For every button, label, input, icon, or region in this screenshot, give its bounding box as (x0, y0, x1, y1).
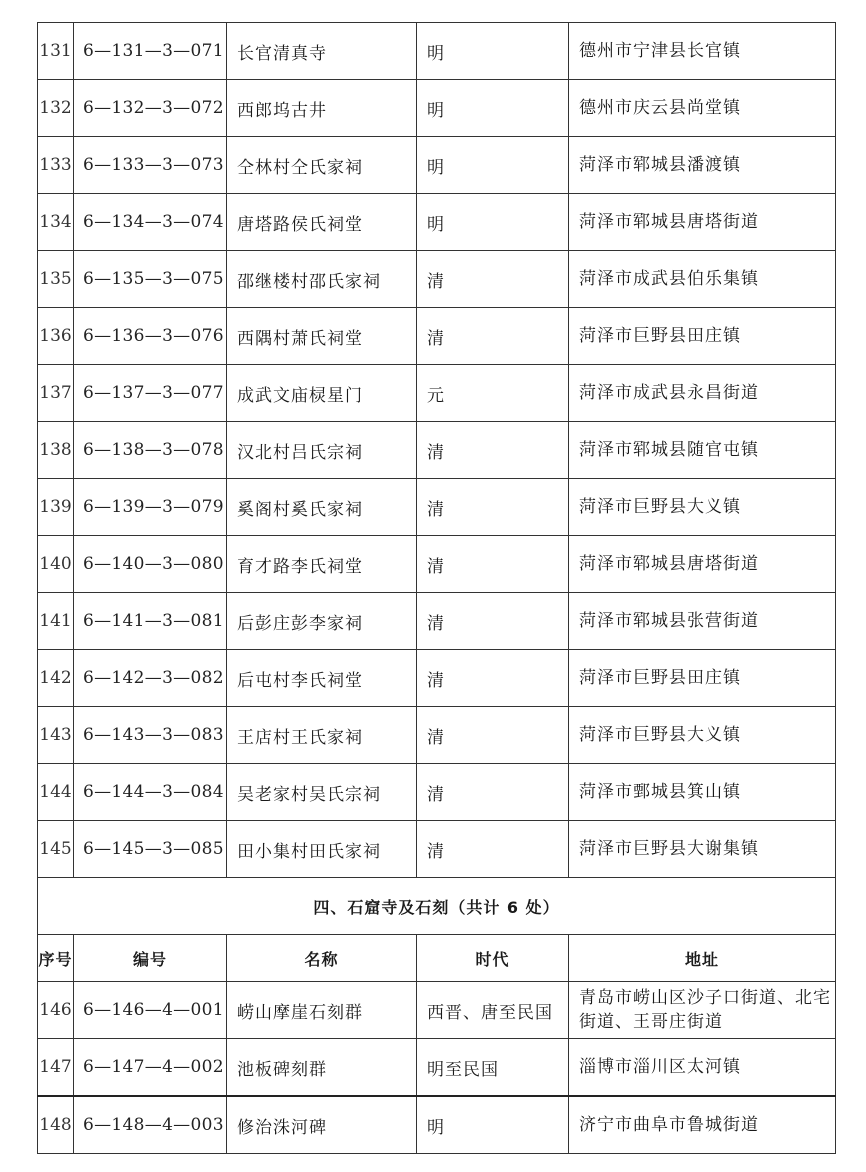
table-row (38, 23, 836, 80)
cell-no: 140 (38, 536, 74, 593)
cell-era: 清 (417, 764, 569, 821)
cell-code: 6—131—3—071 (74, 23, 227, 80)
cell-code: 6—144—3—084 (74, 764, 227, 821)
table-body-section-four-rows (38, 982, 836, 1154)
cell-era: 清 (417, 422, 569, 479)
cell-code: 6—139—3—079 (74, 479, 227, 536)
cell-name: 后彭庄彭李家祠 (227, 593, 417, 650)
cell-code: 6—146—4—001 (74, 982, 227, 1039)
cell-no: 144 (38, 764, 74, 821)
table-row (38, 536, 836, 593)
cell-address: 德州市庆云县尚堂镇 (569, 80, 836, 137)
cell-no: 142 (38, 650, 74, 707)
cell-era: 清 (417, 821, 569, 878)
cell-era: 明 (417, 194, 569, 251)
table-row (38, 194, 836, 251)
cell-code: 6—133—3—073 (74, 137, 227, 194)
table-row (38, 479, 836, 536)
table-row (38, 593, 836, 650)
cell-name: 王店村王氏家祠 (227, 707, 417, 764)
cell-code: 6—145—3—085 (74, 821, 227, 878)
table-row (38, 1096, 836, 1154)
table-row (38, 422, 836, 479)
cell-era: 明 (417, 23, 569, 80)
cell-code: 6—141—3—081 (74, 593, 227, 650)
cell-code: 6—137—3—077 (74, 365, 227, 422)
cell-code: 6—138—3—078 (74, 422, 227, 479)
cell-name: 唐塔路侯氏祠堂 (227, 194, 417, 251)
cell-era: 清 (417, 251, 569, 308)
cell-name: 吴老家村吴氏宗祠 (227, 764, 417, 821)
cell-name: 修治洙河碑 (227, 1096, 417, 1154)
cell-name: 邵继楼村邵氏家祠 (227, 251, 417, 308)
cell-address: 菏泽市巨野县大谢集镇 (569, 821, 836, 878)
cell-era: 清 (417, 650, 569, 707)
cell-era: 清 (417, 593, 569, 650)
heritage-sites-table (37, 22, 836, 1154)
cell-era: 明 (417, 137, 569, 194)
cell-name: 崂山摩崖石刻群 (227, 982, 417, 1039)
cell-era: 元 (417, 365, 569, 422)
cell-no: 136 (38, 308, 74, 365)
cell-no: 141 (38, 593, 74, 650)
cell-name: 西郎坞古井 (227, 80, 417, 137)
cell-name: 田小集村田氏家祠 (227, 821, 417, 878)
header-address: 地址 (569, 935, 836, 982)
cell-address: 菏泽市郓城县潘渡镇 (569, 137, 836, 194)
table-row (38, 308, 836, 365)
cell-code: 6—148—4—003 (74, 1096, 227, 1154)
cell-era: 清 (417, 308, 569, 365)
table-row (38, 982, 836, 1039)
cell-no: 131 (38, 23, 74, 80)
cell-no: 147 (38, 1039, 74, 1097)
cell-name: 西隅村萧氏祠堂 (227, 308, 417, 365)
cell-code: 6—136—3—076 (74, 308, 227, 365)
cell-no: 148 (38, 1096, 74, 1154)
cell-name: 后屯村李氏祠堂 (227, 650, 417, 707)
cell-code: 6—142—3—082 (74, 650, 227, 707)
cell-era: 清 (417, 479, 569, 536)
cell-address: 菏泽市郓城县唐塔街道 (569, 536, 836, 593)
table-row (38, 764, 836, 821)
cell-no: 146 (38, 982, 74, 1039)
cell-name: 池板碑刻群 (227, 1039, 417, 1097)
cell-code: 6—143—3—083 (74, 707, 227, 764)
cell-no: 135 (38, 251, 74, 308)
cell-era: 清 (417, 536, 569, 593)
cell-era: 西晋、唐至民国 (417, 982, 569, 1039)
cell-no: 137 (38, 365, 74, 422)
table-row (38, 1039, 836, 1097)
table-row (38, 137, 836, 194)
cell-name: 成武文庙棂星门 (227, 365, 417, 422)
cell-address: 青岛市崂山区沙子口街道、北宅街道、王哥庄街道 (569, 982, 836, 1039)
cell-code: 6—147—4—002 (74, 1039, 227, 1097)
cell-address: 菏泽市成武县永昌街道 (569, 365, 836, 422)
cell-code: 6—134—3—074 (74, 194, 227, 251)
cell-address: 菏泽市巨野县田庄镇 (569, 308, 836, 365)
cell-address: 济宁市曲阜市鲁城街道 (569, 1096, 836, 1154)
cell-era: 明 (417, 1096, 569, 1154)
header-no: 序号 (38, 935, 74, 982)
table-row (38, 707, 836, 764)
cell-no: 139 (38, 479, 74, 536)
table-body-section-three (38, 23, 836, 878)
section-title-row (38, 878, 836, 935)
cell-code: 6—132—3—072 (74, 80, 227, 137)
table-row (38, 251, 836, 308)
table-row (38, 650, 836, 707)
cell-address: 菏泽市巨野县大义镇 (569, 707, 836, 764)
table-row (38, 80, 836, 137)
cell-address: 德州市宁津县长官镇 (569, 23, 836, 80)
cell-era: 明 (417, 80, 569, 137)
table-row (38, 821, 836, 878)
cell-no: 132 (38, 80, 74, 137)
header-name: 名称 (227, 935, 417, 982)
cell-address: 菏泽市鄄城县箕山镇 (569, 764, 836, 821)
cell-address: 菏泽市巨野县大义镇 (569, 479, 836, 536)
cell-address: 菏泽市郓城县唐塔街道 (569, 194, 836, 251)
cell-name: 汉北村吕氏宗祠 (227, 422, 417, 479)
header-code: 编号 (74, 935, 227, 982)
cell-address: 菏泽市成武县伯乐集镇 (569, 251, 836, 308)
cell-era: 清 (417, 707, 569, 764)
table-row (38, 365, 836, 422)
table-body-section-four (38, 878, 836, 982)
section-title: 四、石窟寺及石刻（共计 6 处） (38, 878, 836, 935)
cell-address: 菏泽市巨野县田庄镇 (569, 650, 836, 707)
cell-no: 138 (38, 422, 74, 479)
cell-address: 菏泽市郓城县张营街道 (569, 593, 836, 650)
cell-name: 长官清真寺 (227, 23, 417, 80)
cell-name: 仝林村仝氏家祠 (227, 137, 417, 194)
cell-code: 6—140—3—080 (74, 536, 227, 593)
cell-no: 145 (38, 821, 74, 878)
cell-no: 143 (38, 707, 74, 764)
cell-era: 明至民国 (417, 1039, 569, 1097)
cell-no: 133 (38, 137, 74, 194)
cell-address: 淄博市淄川区太河镇 (569, 1039, 836, 1097)
cell-address: 菏泽市郓城县随官屯镇 (569, 422, 836, 479)
column-header-row (38, 935, 836, 982)
header-era: 时代 (417, 935, 569, 982)
cell-code: 6—135—3—075 (74, 251, 227, 308)
cell-no: 134 (38, 194, 74, 251)
cell-name: 育才路李氏祠堂 (227, 536, 417, 593)
cell-name: 奚阁村奚氏家祠 (227, 479, 417, 536)
